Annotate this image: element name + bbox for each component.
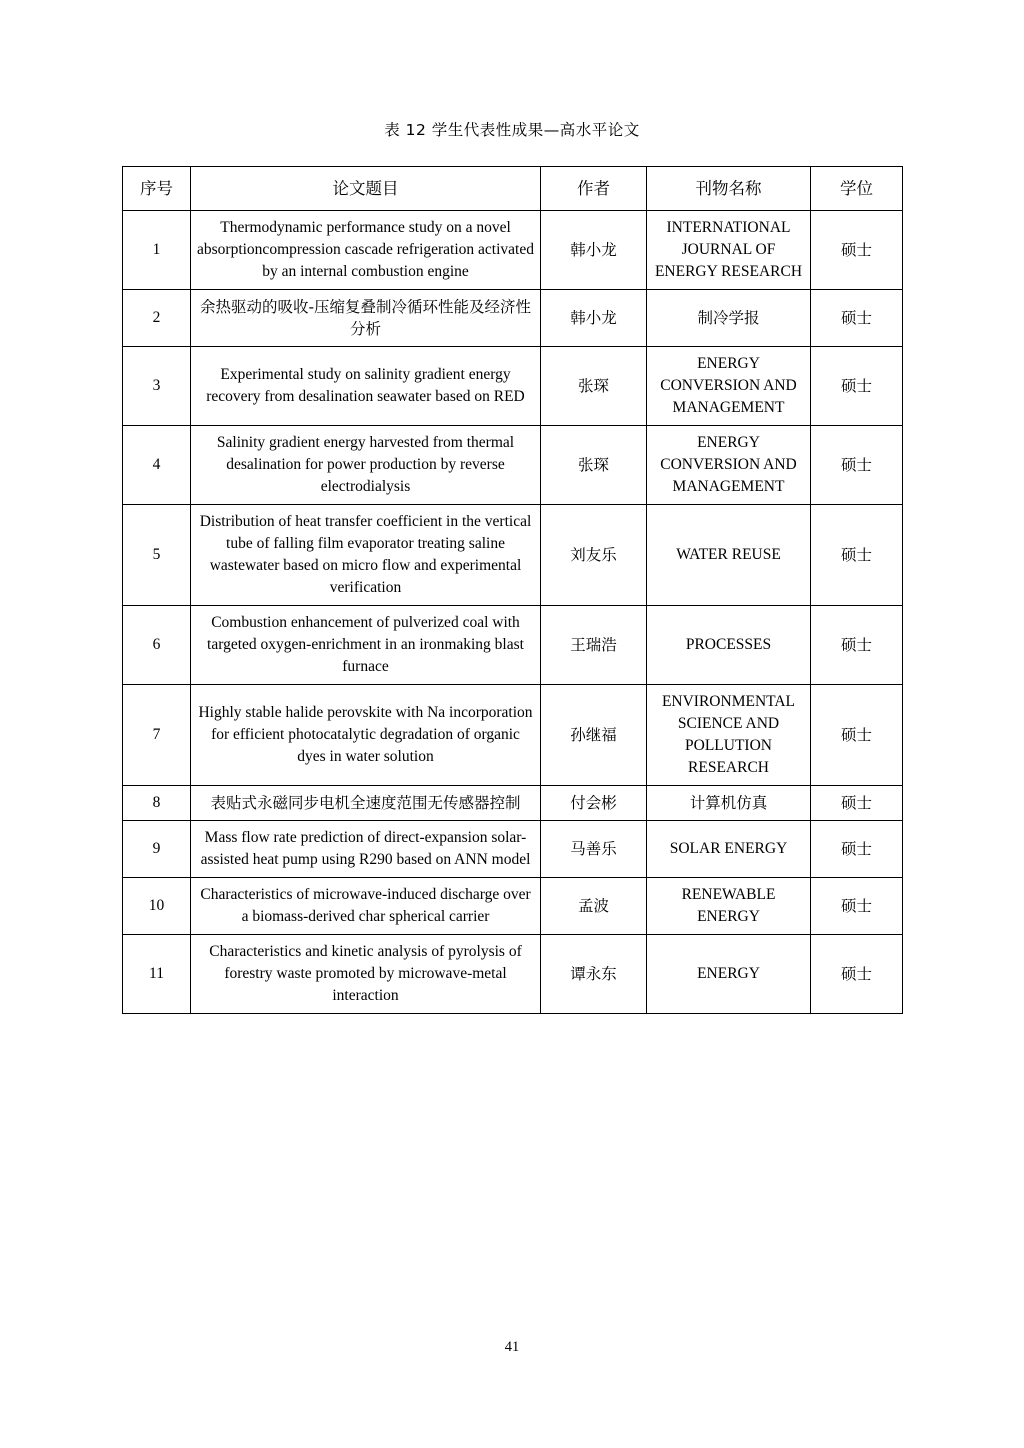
table-row — [123, 821, 903, 878]
cell-no: 4 — [123, 426, 191, 505]
column-header-journal: 刊物名称 — [647, 167, 811, 211]
table-row — [123, 935, 903, 1014]
column-header-no: 序号 — [123, 167, 191, 211]
cell-author: 张琛 — [541, 347, 647, 426]
cell-degree: 硕士 — [811, 426, 903, 505]
cell-paper-title: Combustion enhancement of pulverized coal with targeted oxygen-enrichment in an ironmaking blast furnace — [191, 606, 541, 685]
cell-paper-title: 余热驱动的吸收-压缩复叠制冷循环性能及经济性分析 — [191, 290, 541, 347]
page-number: 41 — [504, 1339, 520, 1355]
cell-degree: 硕士 — [811, 878, 903, 935]
cell-author: 刘友乐 — [541, 505, 647, 606]
cell-paper-title: Characteristics of microwave-induced discharge over a biomass-derived char spherical carrier — [191, 878, 541, 935]
cell-author: 孟波 — [541, 878, 647, 935]
table-header-row — [123, 167, 903, 211]
table-row — [123, 685, 903, 786]
cell-journal: WATER REUSE — [647, 505, 811, 606]
cell-author: 马善乐 — [541, 821, 647, 878]
cell-paper-title: Thermodynamic performance study on a novel absorptioncompression cascade refrigeration activated by an internal combustion engine — [191, 211, 541, 290]
cell-journal: ENVIRONMENTAL SCIENCE AND POLLUTION RESEARCH — [647, 685, 811, 786]
table-row — [123, 347, 903, 426]
cell-no: 9 — [123, 821, 191, 878]
cell-paper-title: Mass flow rate prediction of direct-expansion solar-assisted heat pump using R290 based on ANN model — [191, 821, 541, 878]
cell-paper-title: Salinity gradient energy harvested from thermal desalination for power production by reverse electrodialysis — [191, 426, 541, 505]
cell-author: 韩小龙 — [541, 211, 647, 290]
page-title: 表 12 学生代表性成果—高水平论文 — [384, 121, 640, 139]
cell-degree: 硕士 — [811, 786, 903, 821]
cell-no: 1 — [123, 211, 191, 290]
table-row — [123, 786, 903, 821]
cell-paper-title: Distribution of heat transfer coefficient in the vertical tube of falling film evaporator treating saline wastewater based on micro flow and experimental verification — [191, 505, 541, 606]
column-header-author: 作者 — [541, 167, 647, 211]
column-header-paper-title: 论文题目 — [191, 167, 541, 211]
cell-no: 7 — [123, 685, 191, 786]
table-row — [123, 290, 903, 347]
table-header — [123, 167, 903, 211]
cell-no: 5 — [123, 505, 191, 606]
table-row — [123, 606, 903, 685]
cell-journal: 制冷学报 — [647, 290, 811, 347]
cell-journal: 计算机仿真 — [647, 786, 811, 821]
table-row — [123, 426, 903, 505]
cell-journal: SOLAR ENERGY — [647, 821, 811, 878]
cell-paper-title: Characteristics and kinetic analysis of pyrolysis of forestry waste promoted by microwave-metal interaction — [191, 935, 541, 1014]
cell-no: 2 — [123, 290, 191, 347]
cell-journal: PROCESSES — [647, 606, 811, 685]
cell-author: 付会彬 — [541, 786, 647, 821]
cell-no: 8 — [123, 786, 191, 821]
high-level-papers-table — [122, 166, 903, 1014]
cell-author: 谭永东 — [541, 935, 647, 1014]
cell-degree: 硕士 — [811, 685, 903, 786]
table-body — [123, 211, 903, 1014]
cell-degree: 硕士 — [811, 821, 903, 878]
cell-no: 3 — [123, 347, 191, 426]
cell-no: 6 — [123, 606, 191, 685]
cell-paper-title: Experimental study on salinity gradient energy recovery from desalination seawater based on RED — [191, 347, 541, 426]
table-row — [123, 211, 903, 290]
cell-paper-title: Highly stable halide perovskite with Na incorporation for efficient photocatalytic degradation of organic dyes in water solution — [191, 685, 541, 786]
cell-journal: INTERNATIONAL JOURNAL OF ENERGY RESEARCH — [647, 211, 811, 290]
cell-degree: 硕士 — [811, 347, 903, 426]
cell-degree: 硕士 — [811, 606, 903, 685]
cell-author: 韩小龙 — [541, 290, 647, 347]
cell-author: 王瑞浩 — [541, 606, 647, 685]
cell-no: 11 — [123, 935, 191, 1014]
cell-author: 孙继福 — [541, 685, 647, 786]
cell-no: 10 — [123, 878, 191, 935]
cell-paper-title: 表贴式永磁同步电机全速度范围无传感器控制 — [191, 786, 541, 821]
column-header-degree: 学位 — [811, 167, 903, 211]
table-row — [123, 878, 903, 935]
cell-journal: ENERGY — [647, 935, 811, 1014]
cell-journal: ENERGY CONVERSION AND MANAGEMENT — [647, 347, 811, 426]
cell-degree: 硕士 — [811, 211, 903, 290]
table-container — [122, 166, 902, 1014]
cell-degree: 硕士 — [811, 290, 903, 347]
cell-degree: 硕士 — [811, 505, 903, 606]
cell-author: 张琛 — [541, 426, 647, 505]
cell-journal: RENEWABLE ENERGY — [647, 878, 811, 935]
cell-journal: ENERGY CONVERSION AND MANAGEMENT — [647, 426, 811, 505]
cell-degree: 硕士 — [811, 935, 903, 1014]
table-row — [123, 505, 903, 606]
